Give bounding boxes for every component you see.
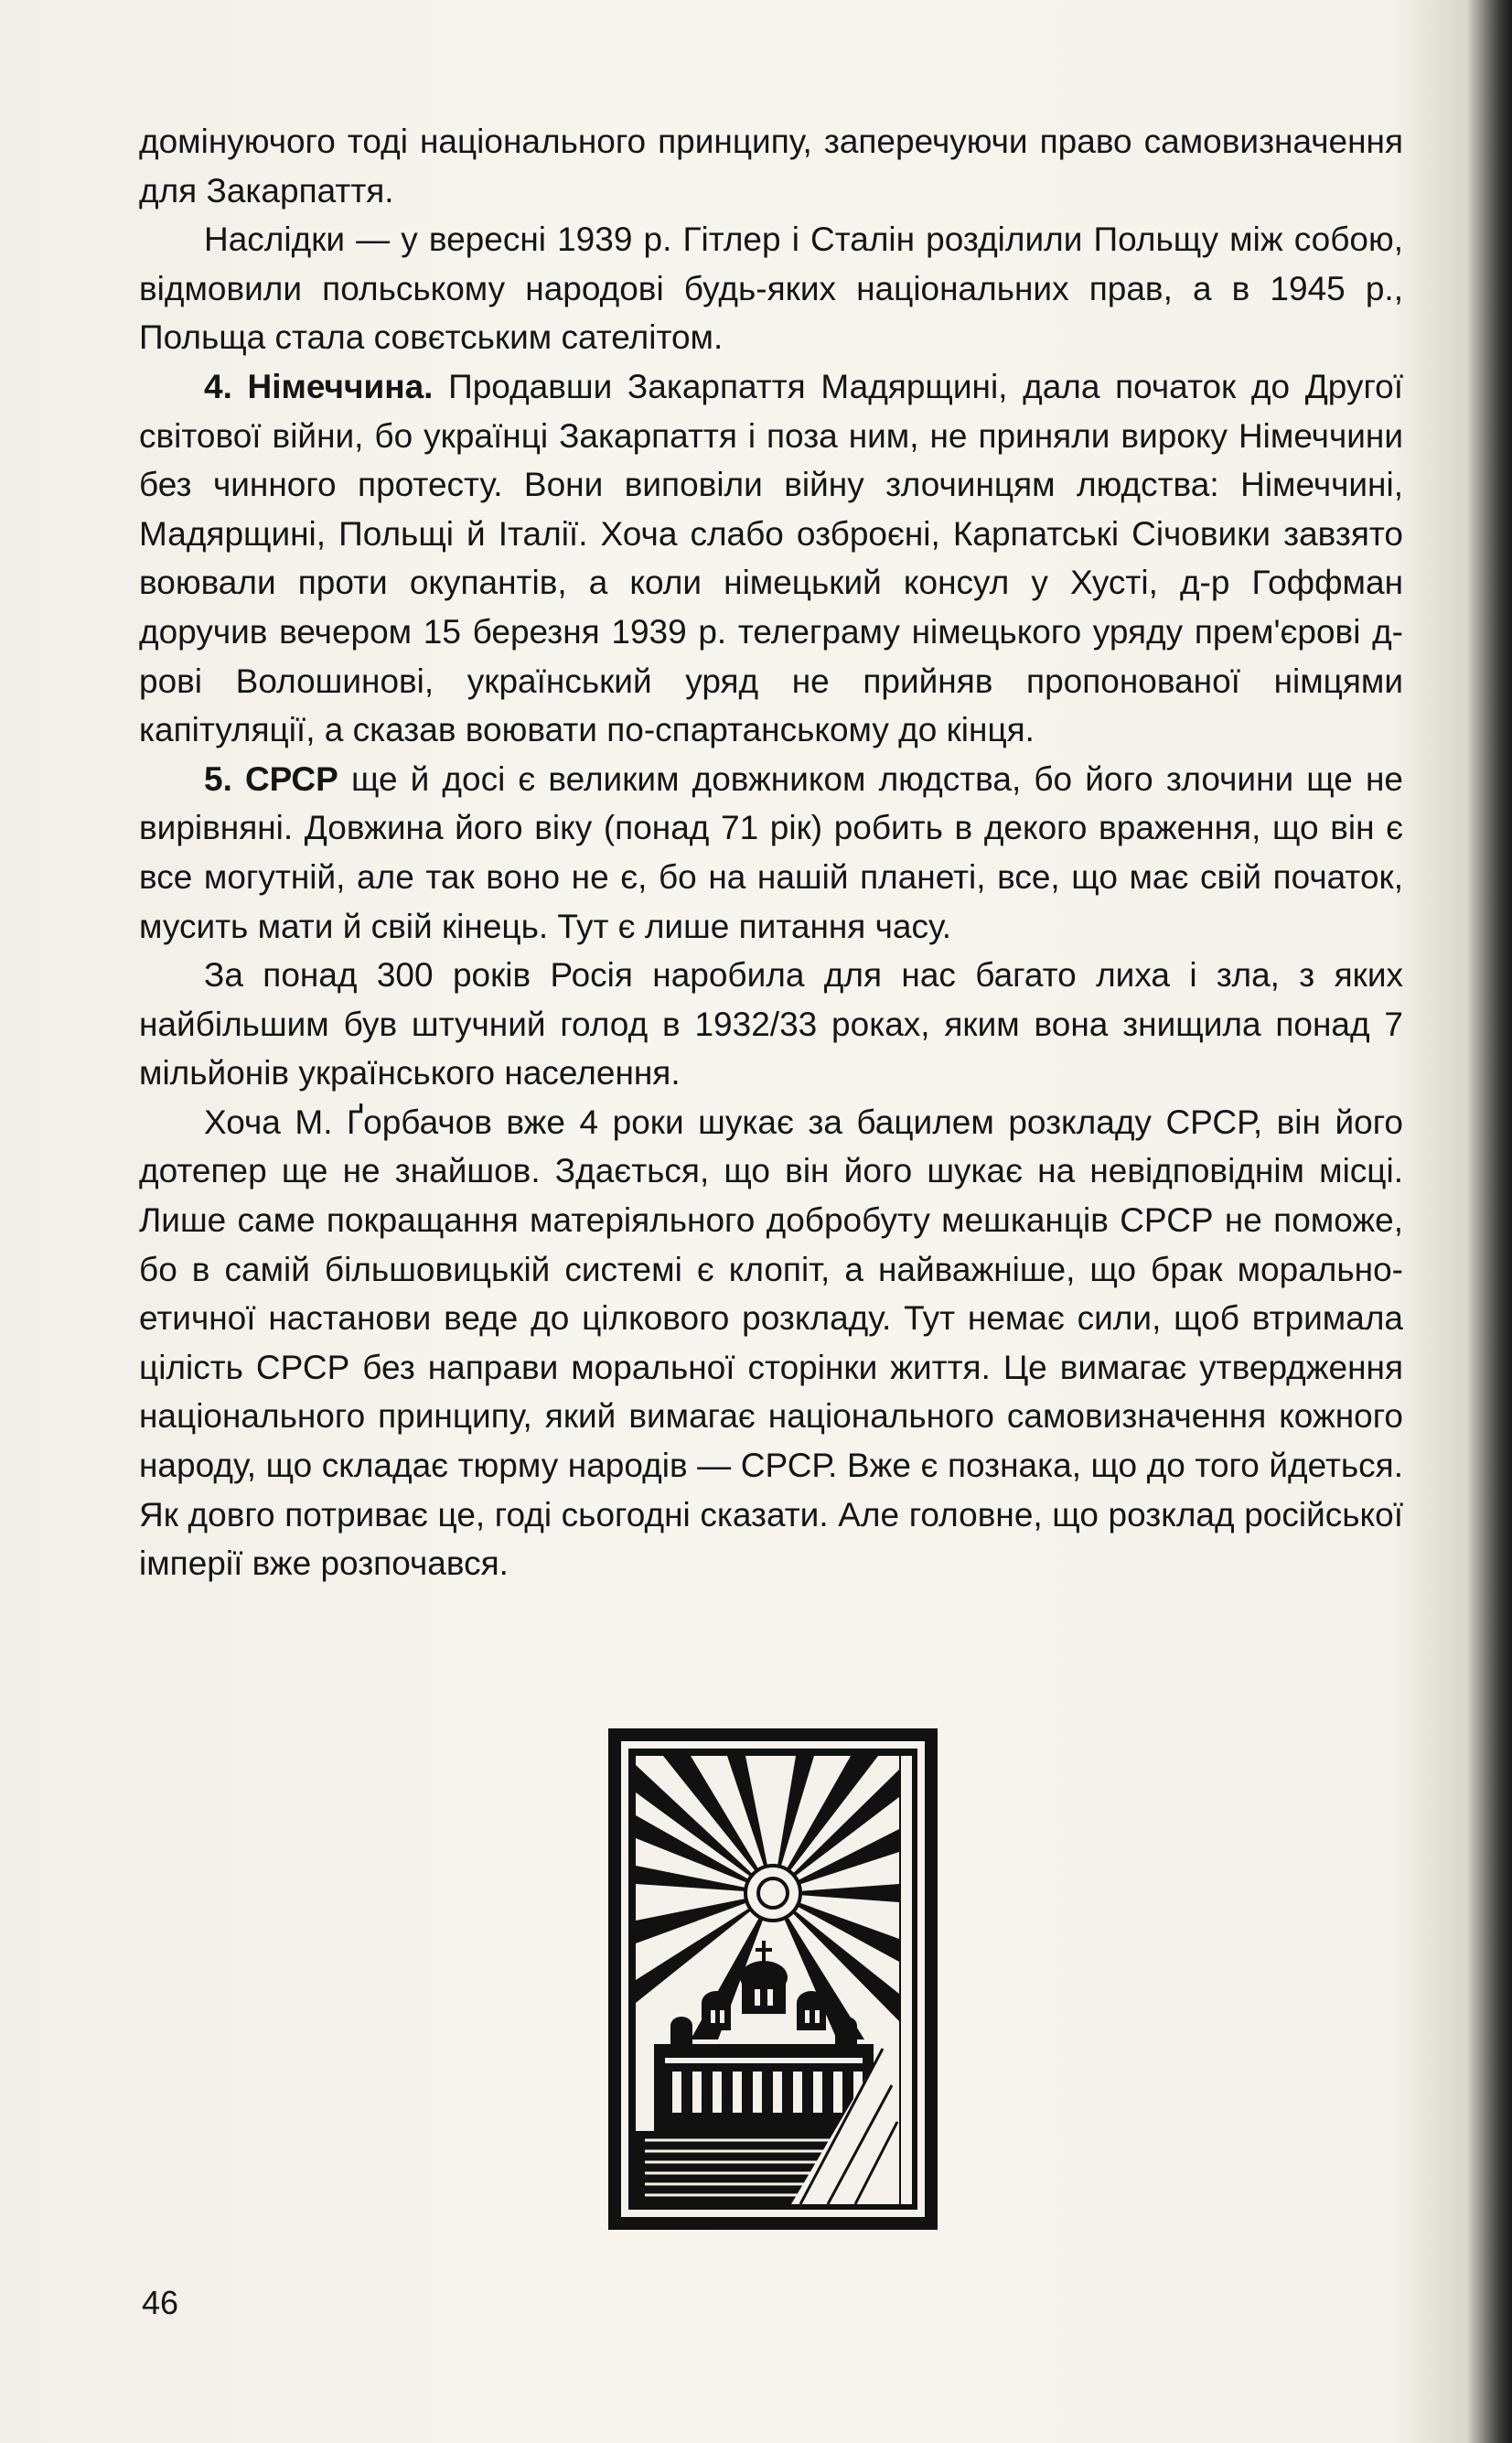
section-heading: 5. СРСР <box>204 759 338 798</box>
paragraph-text: Продавши Закарпаття Мадярщині, дала початок до Другої світової війни, бо українці Закарпаття і поза ним, не приняли вироку Німеччини без чинного протесту. Вони виповіли війну злочинцям людства: Німеччині, Мадярщині, Польщі й Італії. Хоча слабо озброєні, Карпатські Січовики завзято воювали проти окупантів, а коли німецький консул у Хусті, д-р Гоффман доручив вечером 15 березня 1939 р. телеграму німецького уряду прем'єрові д-рові Волошинові, український уряд не прийняв пропонованої німцями капітуляції, а сказав воювати по-спартанському до кінця. <box>139 367 1403 749</box>
paragraph-germany <box>139 362 1403 755</box>
paragraph-text: Хоча М. Ґорбачов вже 4 роки шукає за бацилем розкладу СРСР, він його дотепер ще не знайшов. Здається, що він його шукає на невідповіднім місці. Лише саме покращання матеріяльного добробуту мешканців СРСР не поможе, бо в самій більшовицькій системі є клопіт, а найважніше, що брак морально-етичної настанови веде до цілкового розкладу. Тут немає сили, щоб втримала цілість СРСР без направи моральної сторінки життя. Це вимагає утвердження національного принципу, який вимагає національного самовизначення кожного народу, що складає тюрму народів — СРСР. Вже є познака, що до того йдеться. Як довго потриває це, годі сьогодні сказати. Але головне, що розклад російської імперії вже розпочався. <box>139 1103 1403 1583</box>
paragraph-gorbachev <box>139 1098 1403 1588</box>
paragraph-continuation <box>139 117 1403 215</box>
paragraph-famine <box>139 951 1403 1098</box>
page-number: 46 <box>142 2284 179 2321</box>
section-heading: 4. Німеччина. <box>204 367 434 405</box>
paragraph-text: ще й досі є великим довжником людства, бо його злочини ще не вирівняні. Довжина його віку (понад 71 рік) робить в декого враження, що він є все могутній, але так воно не є, бо на нашій планеті, все, що має свій початок, мусить мати й свій кінець. Тут є лише питання часу. <box>139 759 1403 945</box>
paragraph-consequences <box>139 215 1403 362</box>
paragraph-text: Наслідки — у вересні 1939 р. Гітлер і Сталін розділили Польщу між собою, відмовили польському народові будь-яких національних прав, а в 1945 р., Польща стала совєтським сателітом. <box>139 221 1403 357</box>
woodcut-sun-cathedral-icon <box>608 1728 938 2230</box>
paragraph-ussr <box>139 755 1403 951</box>
paragraph-text: домінуючого тоді національного принципу, заперечуючи право самовизначення для Закарпаття. <box>139 123 1403 210</box>
body-text <box>139 117 1403 1588</box>
paragraph-text: За понад 300 років Росія наробила для нас багато лиха і зла, з яких найбільшим був штучний голод в 1932/33 роках, яким вона знищила понад 7 мільйонів українського населення. <box>139 956 1403 1092</box>
